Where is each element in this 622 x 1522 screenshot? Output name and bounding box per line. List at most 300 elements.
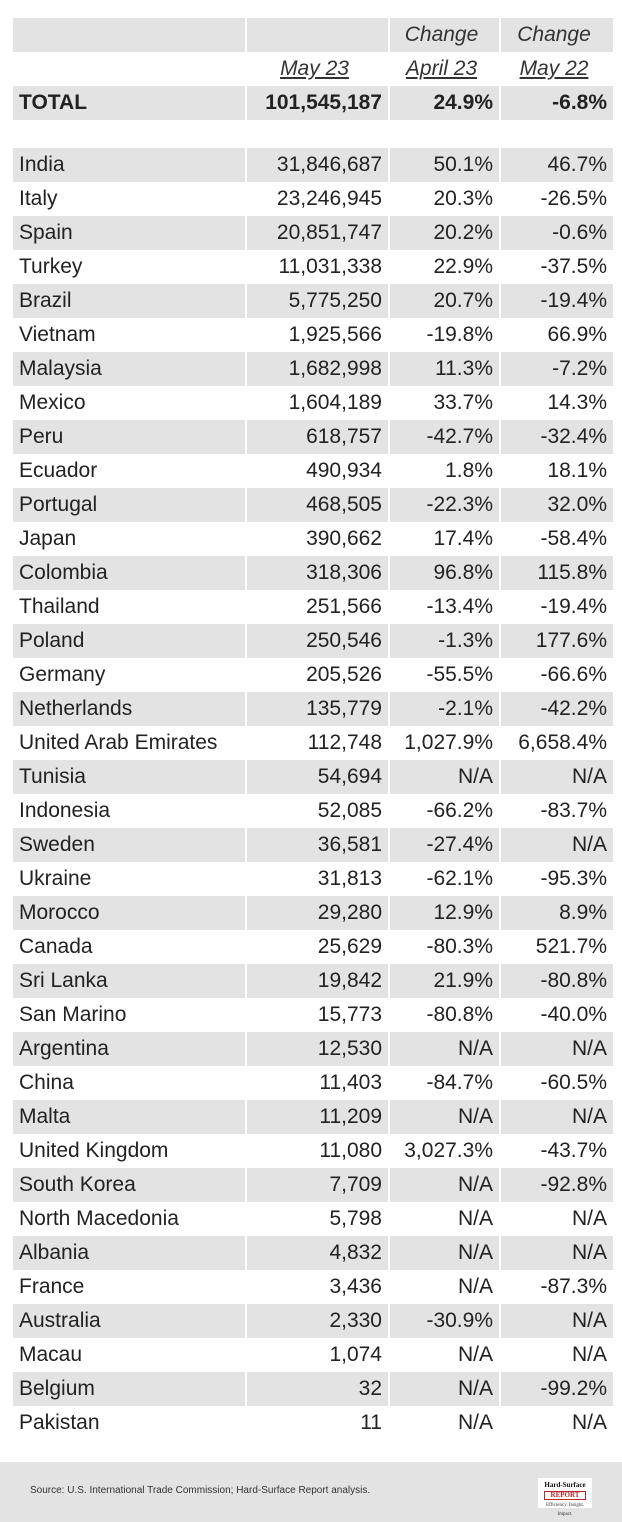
header-date-may22: May 22 [519,57,589,80]
import-value-cell [247,1338,390,1372]
change-may22: -7.2% [552,357,607,380]
import-value: 250,546 [306,629,382,652]
change-may22: 18.1% [547,459,607,482]
import-value-cell [247,1236,390,1270]
total-value-cell [247,86,390,120]
import-value-cell [247,216,390,250]
country-name-cell [13,1304,247,1338]
table-row [13,318,613,352]
change-may22: N/A [571,1037,607,1060]
country-name: Pakistan [19,1411,100,1434]
change-april-cell [390,658,501,692]
change-may22-cell [501,896,613,930]
table-row [13,760,613,794]
country-name-cell [13,386,247,420]
logo-title: Hard-Surface [544,1481,586,1489]
table-row [13,726,613,760]
table-row [13,1338,613,1372]
table-row [13,1372,613,1406]
country-name: Macau [19,1343,83,1366]
country-name-cell [13,1168,247,1202]
change-may22: -80.8% [540,969,607,992]
change-april-cell [390,318,501,352]
change-april: 21.9% [433,969,493,992]
change-april-cell [390,590,501,624]
table-row [13,1066,613,1100]
change-april: -27.4% [426,833,493,856]
change-april-cell [390,386,501,420]
import-value: 490,934 [306,459,382,482]
header-change-label: Change [517,23,591,46]
change-april: 1,027.9% [404,731,493,754]
change-april-cell [390,1270,501,1304]
country-name: Netherlands [19,697,133,720]
change-may22: 177.6% [535,629,607,652]
import-value-cell [247,352,390,386]
total-change-may22-cell [501,86,613,120]
country-name: Malta [19,1105,71,1128]
change-april: 3,027.3% [404,1139,493,1162]
change-april: 20.3% [433,187,493,210]
country-name: Vietnam [19,323,96,346]
change-may22: -60.5% [540,1071,607,1094]
country-name-cell [13,930,247,964]
country-name-cell [13,1338,247,1372]
change-april-cell [390,556,501,590]
total-label-cell [13,86,247,120]
change-may22: -19.4% [540,595,607,618]
change-may22: N/A [571,1241,607,1264]
change-april-cell [390,488,501,522]
import-value-cell [247,1100,390,1134]
change-may22-cell [501,1202,613,1236]
change-april: -84.7% [426,1071,493,1094]
change-may22: 115.8% [537,561,607,584]
change-may22-cell [501,998,613,1032]
change-april: N/A [457,1343,493,1366]
country-name-cell [13,420,247,454]
change-may22-cell [501,726,613,760]
total-change-may22: -6.8% [552,91,607,114]
change-may22-cell [501,1338,613,1372]
import-value-cell [247,1406,390,1440]
change-may22: N/A [571,765,607,788]
change-may22-cell [501,352,613,386]
table-row [13,556,613,590]
country-name: Brazil [19,289,72,312]
change-april-cell [390,182,501,216]
change-may22: -42.2% [540,697,607,720]
import-value: 11 [360,1411,382,1434]
change-may22-cell [501,930,613,964]
import-value: 251,566 [306,595,382,618]
change-may22-cell [501,488,613,522]
country-name-cell [13,964,247,998]
total-change-april-cell [390,86,501,120]
change-april-cell [390,454,501,488]
change-april: -22.3% [426,493,493,516]
spacer-cell [247,120,390,148]
change-may22: N/A [571,1105,607,1128]
country-name: Sri Lanka [19,969,108,992]
change-april-cell [390,352,501,386]
table-row [13,148,613,182]
table-row [13,862,613,896]
country-name: Belgium [19,1377,95,1400]
change-april-cell [390,1236,501,1270]
imports-table [13,18,613,1440]
change-april: -30.9% [426,1309,493,1332]
import-value-cell [247,794,390,828]
country-name-cell [13,658,247,692]
import-value-cell [247,420,390,454]
change-april: 33.7% [433,391,493,414]
country-name-cell [13,284,247,318]
change-april: N/A [457,1037,493,1060]
change-may22: 14.3% [547,391,607,414]
change-may22-cell [501,590,613,624]
change-may22-cell [501,250,613,284]
import-value: 11,080 [319,1139,382,1162]
country-name-cell [13,590,247,624]
change-april-cell [390,828,501,862]
import-value: 5,798 [329,1207,382,1230]
table-row [13,216,613,250]
country-name: North Macedonia [19,1207,179,1230]
country-name-cell [13,998,247,1032]
country-name: Spain [19,221,73,244]
change-april-cell [390,522,501,556]
change-april: -19.8% [426,323,493,346]
import-value: 11,209 [319,1105,382,1128]
import-value-cell [247,1168,390,1202]
change-april-cell [390,420,501,454]
country-name: China [19,1071,74,1094]
change-may22-cell [501,828,613,862]
import-value-cell [247,386,390,420]
spacer-cell [390,120,501,148]
table-row [13,386,613,420]
table-row [13,998,613,1032]
change-april: N/A [457,1241,493,1264]
country-name: Japan [19,527,77,550]
table-row [13,1100,613,1134]
change-may22: N/A [571,1343,607,1366]
change-april-cell [390,692,501,726]
import-value-cell [247,828,390,862]
import-value: 135,779 [306,697,382,720]
change-april: 20.2% [433,221,493,244]
country-name: San Marino [19,1003,127,1026]
country-name: United Kingdom [19,1139,169,1162]
header-date-may22-cell [501,52,613,86]
change-may22-cell [501,182,613,216]
country-name-cell [13,148,247,182]
import-value: 31,813 [317,867,382,890]
import-value: 32 [358,1377,382,1400]
change-may22-cell [501,1270,613,1304]
change-may22: -32.4% [540,425,607,448]
change-may22-cell [501,794,613,828]
country-name-cell [13,1406,247,1440]
spacer-cell [13,120,247,148]
change-april-cell [390,760,501,794]
table-row [13,1304,613,1338]
change-may22: -66.6% [540,663,607,686]
change-may22-cell [501,624,613,658]
country-name: Ecuador [19,459,98,482]
change-may22-cell [501,692,613,726]
change-april-cell [390,964,501,998]
change-april-cell [390,1202,501,1236]
import-value-cell [247,896,390,930]
country-name-cell [13,250,247,284]
import-value: 19,842 [317,969,382,992]
change-april-cell [390,1338,501,1372]
change-may22-cell [501,1100,613,1134]
import-value: 52,085 [317,799,382,822]
change-april: 50.1% [433,153,493,176]
country-name-cell [13,318,247,352]
header-row-dates [13,52,613,86]
import-value-cell [247,760,390,794]
change-april-cell [390,1372,501,1406]
change-may22: N/A [571,1309,607,1332]
import-value: 2,330 [329,1309,382,1332]
country-name: Ukraine [19,867,92,890]
country-name-cell [13,828,247,862]
country-name-cell [13,1372,247,1406]
country-name-cell [13,1270,247,1304]
change-may22-cell [501,1134,613,1168]
import-value-cell [247,250,390,284]
import-value: 1,074 [329,1343,382,1366]
import-value-cell [247,1304,390,1338]
spacer-cell [501,120,613,148]
change-april: N/A [457,1105,493,1128]
country-name-cell [13,352,247,386]
country-name: Malaysia [19,357,102,380]
country-name: Indonesia [19,799,111,822]
change-may22-cell [501,284,613,318]
import-value: 29,280 [317,901,382,924]
import-value-cell [247,624,390,658]
change-may22: 6,658.4% [518,731,607,754]
import-value: 20,851,747 [276,221,382,244]
change-april-cell [390,216,501,250]
change-april: 11.3% [435,357,493,380]
change-may22-cell [501,1236,613,1270]
change-may22-cell [501,964,613,998]
change-april: 22.9% [433,255,493,278]
import-value-cell [247,590,390,624]
change-april: 17.4% [433,527,493,550]
change-april-cell [390,1304,501,1338]
change-may22: -43.7% [540,1139,607,1162]
change-may22: -87.3% [540,1275,607,1298]
import-value-cell [247,692,390,726]
import-value-cell [247,522,390,556]
country-name-cell [13,1202,247,1236]
logo-tagline: Efficiency. Insight. Impact. [545,1503,585,1517]
import-value-cell [247,726,390,760]
header-country-cell [13,18,247,52]
table-row [13,590,613,624]
table-row [13,1168,613,1202]
country-name-cell [13,692,247,726]
change-april: N/A [457,1411,493,1434]
country-name: India [19,153,65,176]
country-name: Argentina [19,1037,109,1060]
import-value-cell [247,964,390,998]
country-name-cell [13,726,247,760]
change-april: N/A [457,1207,493,1230]
change-may22-cell [501,522,613,556]
footer [0,1462,622,1522]
table-row [13,454,613,488]
total-change-april: 24.9% [433,91,493,114]
table-row [13,658,613,692]
total-row [13,86,613,120]
table-row [13,828,613,862]
table-row [13,794,613,828]
import-value: 23,246,945 [276,187,382,210]
country-name-cell [13,896,247,930]
import-value: 3,436 [329,1275,382,1298]
country-name: Turkey [19,255,83,278]
change-may22-cell [501,420,613,454]
change-april-cell [390,1100,501,1134]
country-name: Italy [19,187,58,210]
table-row [13,930,613,964]
import-value-cell [247,658,390,692]
change-may22: -40.0% [540,1003,607,1026]
country-name: Poland [19,629,85,652]
table-row [13,1032,613,1066]
table-row [13,420,613,454]
change-may22-cell [501,1032,613,1066]
import-value-cell [247,1202,390,1236]
table-row [13,896,613,930]
country-name-cell [13,522,247,556]
change-may22-cell [501,454,613,488]
country-name: Peru [19,425,64,448]
change-may22: -99.2% [540,1377,607,1400]
change-april-cell [390,930,501,964]
change-may22-cell [501,658,613,692]
country-name-cell [13,794,247,828]
change-april: -1.3% [438,629,493,652]
change-april: -62.1% [426,867,493,890]
table-row [13,1134,613,1168]
change-april: -66.2% [426,799,493,822]
change-may22-cell [501,148,613,182]
country-name-cell [13,1066,247,1100]
country-name-cell [13,1134,247,1168]
country-name-cell [13,1032,247,1066]
import-value: 618,757 [306,425,382,448]
change-april-cell [390,1066,501,1100]
table-row [13,1236,613,1270]
change-may22-cell [501,1372,613,1406]
change-april-cell [390,1032,501,1066]
change-may22-cell [501,216,613,250]
country-name: Australia [19,1309,101,1332]
table-row [13,692,613,726]
import-value: 54,694 [317,765,382,788]
import-value: 1,925,566 [288,323,382,346]
import-value: 31,846,687 [276,153,382,176]
change-april: 12.9% [433,901,493,924]
header-change-april-cell [390,18,501,52]
change-april: -55.5% [426,663,493,686]
import-value-cell [247,1372,390,1406]
change-may22-cell [501,862,613,896]
change-april-cell [390,624,501,658]
change-april: N/A [457,1275,493,1298]
table-row [13,488,613,522]
change-april-cell [390,284,501,318]
change-may22: -83.7% [540,799,607,822]
import-value-cell [247,488,390,522]
header-row-change [13,18,613,52]
source-note: Source: U.S. International Trade Commission; Hard-Surface Report analysis. [30,1485,371,1496]
change-may22: -58.4% [540,527,607,550]
change-may22: -37.5% [540,255,607,278]
change-april: -80.8% [426,1003,493,1026]
header-value-cell [247,18,390,52]
change-may22: -95.3% [540,867,607,890]
table-row [13,182,613,216]
country-name-cell [13,1100,247,1134]
hard-surface-report-logo [538,1478,592,1517]
table-row [13,624,613,658]
change-may22: -0.6% [552,221,607,244]
header-change-label: Change [404,23,479,46]
header-date-may23-cell [247,52,390,86]
header-change-may22-cell [501,18,613,52]
change-may22-cell [501,1406,613,1440]
country-name-cell [13,488,247,522]
change-april-cell [390,1406,501,1440]
header-date-april23: April 23 [405,57,478,80]
change-may22-cell [501,318,613,352]
table-row [13,1406,613,1440]
change-april-cell [390,250,501,284]
country-name: Canada [19,935,93,958]
import-value-cell [247,318,390,352]
change-may22: 8.9% [559,901,607,924]
import-value: 36,581 [317,833,382,856]
change-may22-cell [501,1168,613,1202]
change-may22-cell [501,386,613,420]
change-may22: -26.5% [540,187,607,210]
country-name-cell [13,624,247,658]
country-name: Sweden [19,833,95,856]
change-april: N/A [457,765,493,788]
country-name: Tunisia [19,765,86,788]
change-april-cell [390,726,501,760]
import-value: 15,773 [317,1003,382,1026]
import-value-cell [247,862,390,896]
country-name-cell [13,556,247,590]
table-row [13,522,613,556]
change-april: 20.7% [433,289,493,312]
country-name-cell [13,862,247,896]
table-row [13,1270,613,1304]
country-name: Mexico [19,391,86,414]
import-value: 5,775,250 [288,289,382,312]
